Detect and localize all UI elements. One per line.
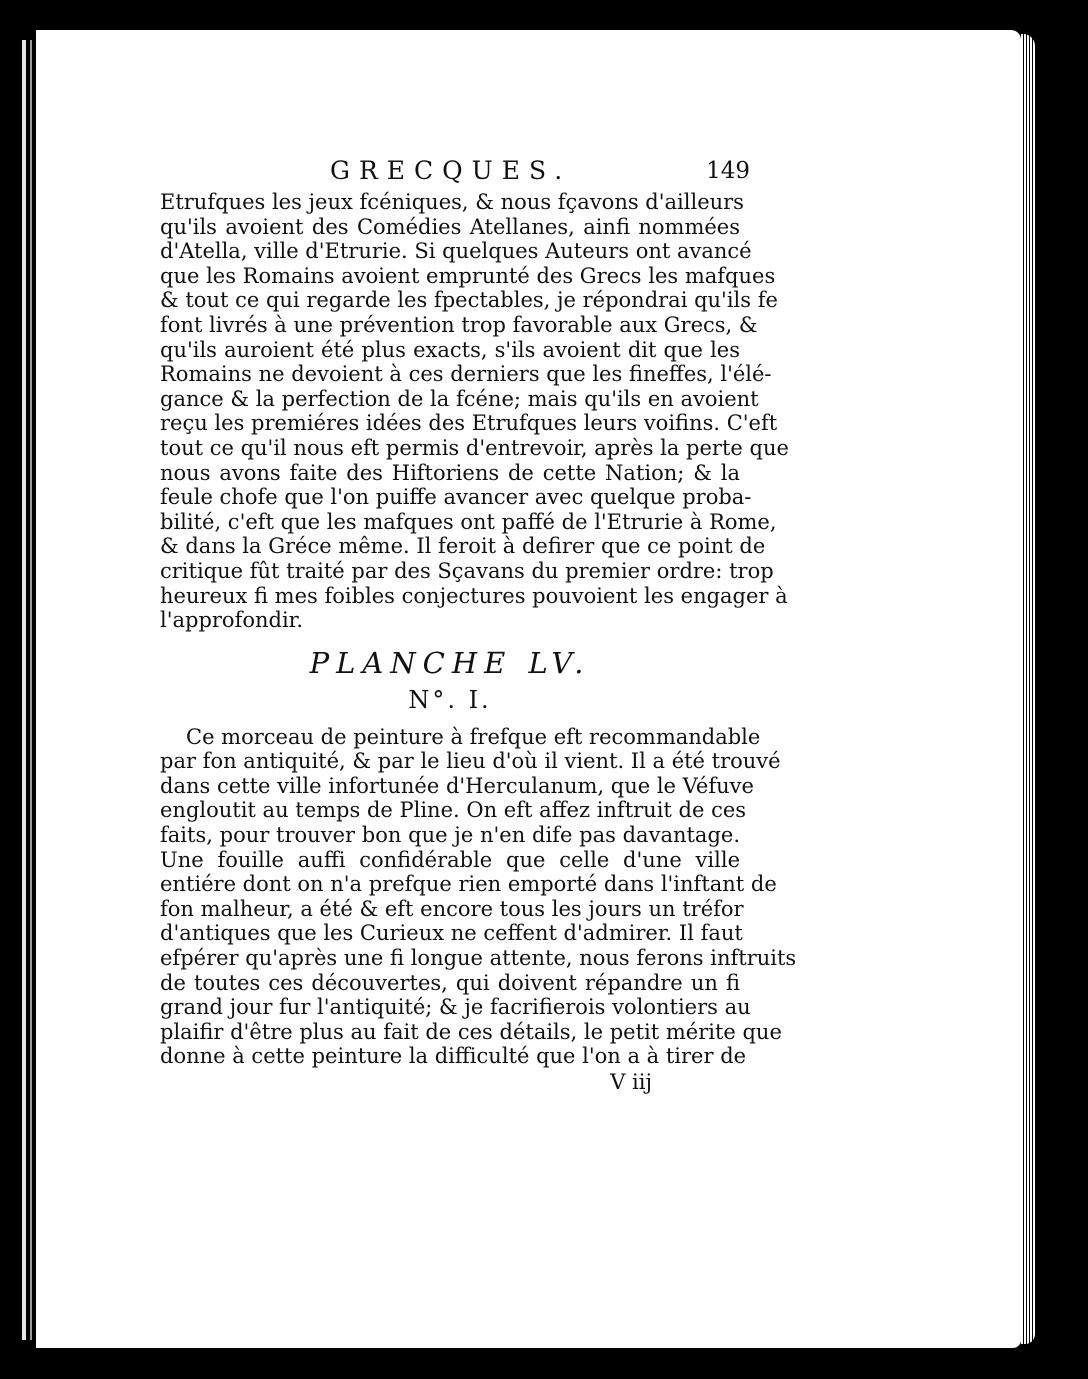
text-line: qu'ils avoient des Comédies Atellanes, ainfi nommées	[160, 214, 740, 239]
text-line: font livrés à une prévention trop favorable aux Grecs, &	[160, 312, 758, 337]
text-line: d'Atella, ville d'Etrurie. Si quelques Auteurs ont avancé	[160, 239, 752, 264]
page-text-block	[160, 156, 797, 1095]
text-line: d'antiques que les Curieux ne ceffent d'admirer. Il faut	[160, 921, 743, 946]
text-line: nous avons faite des Hiftoriens de cette Nation; & la	[160, 460, 740, 485]
text-line: de toutes ces découvertes, qui doivent répandre un fi	[160, 970, 740, 995]
text-line: grand jour fur l'antiquité; & je facrifierois volontiers au	[160, 995, 751, 1020]
paragraph-2	[160, 724, 797, 1069]
text-line: bilité, c'eft que les mafques ont paffé de l'Etrurie à Rome,	[160, 509, 777, 534]
text-line: donne à cette peinture la difficulté que l'on a à tirer de	[160, 1044, 747, 1069]
page-number: 149	[706, 158, 750, 184]
text-line: engloutit au temps de Pline. On eft affez inftruit de ces	[160, 798, 747, 823]
text-line: tout ce qu'il nous eft permis d'entrevoir, après la perte que	[160, 435, 789, 460]
text-line: que les Romains avoient emprunté des Grecs les mafques	[160, 263, 776, 288]
text-line: entiére dont on n'a prefque rien emporté dans l'inftant de	[160, 872, 777, 897]
text-line: critique fût traité par des Sçavans du premier ordre: trop	[160, 558, 774, 583]
text-line: Romains ne devoient à ces derniers que les fineffes, l'élé-	[160, 362, 772, 387]
text-line: Une fouille auffi confidérable que celle d'une ville	[160, 847, 740, 872]
paragraph-1	[160, 190, 789, 633]
text-line: gance & la perfection de la fcéne; mais qu'ils en avoient	[160, 386, 759, 411]
text-line: reçu les premiéres idées des Etrufques leurs voifins. C'eft	[160, 411, 778, 436]
text-line: faits, pour trouver bon que je n'en dife pas davantage.	[160, 823, 740, 848]
text-line: feule chofe que l'on puiffe avancer avec quelque proba-	[160, 485, 752, 510]
plate-number: N°. I.	[408, 685, 492, 714]
binding-edge-strip	[30, 40, 32, 1340]
page-fore-edge	[1021, 34, 1035, 1344]
text-line: par fon antiquité, & par le lieu d'où il vient. Il a été trouvé	[160, 749, 781, 774]
text-line: Etrufques les jeux fcéniques, & nous fçavons d'ailleurs	[160, 190, 744, 214]
text-line: qu'ils auroient été plus exacts, s'ils avoient dit que les	[160, 337, 740, 362]
page-header	[160, 156, 750, 190]
running-head: GRECQUES.	[330, 156, 572, 185]
text-line: & dans la Gréce même. Il feroit à defirer que ce point de	[160, 534, 766, 559]
signature-mark: V iij	[610, 1070, 652, 1094]
text-line: heureux fi mes foibles conjectures pouvoient les engager à	[160, 583, 788, 608]
binding-edge-strip	[22, 40, 26, 1340]
text-line: plaifir d'être plus au fait de ces détails, le petit mérite que	[160, 1019, 782, 1044]
text-line: dans cette ville infortunée d'Herculanum, que le Véfuve	[160, 773, 754, 798]
plate-title: PLANCHE LV.	[309, 645, 591, 680]
text-line: l'approfondir.	[160, 608, 304, 633]
text-line: & tout ce qui regarde les fpectables, je répondrai qu'ils fe	[160, 288, 778, 313]
text-line: Ce morceau de peinture à frefque eft recommandable	[186, 724, 761, 749]
text-line: fon malheur, a été & eft encore tous les jours un tréfor	[160, 896, 744, 921]
text-line: efpérer qu'après une fi longue attente, nous ferons inftruits	[160, 946, 797, 971]
